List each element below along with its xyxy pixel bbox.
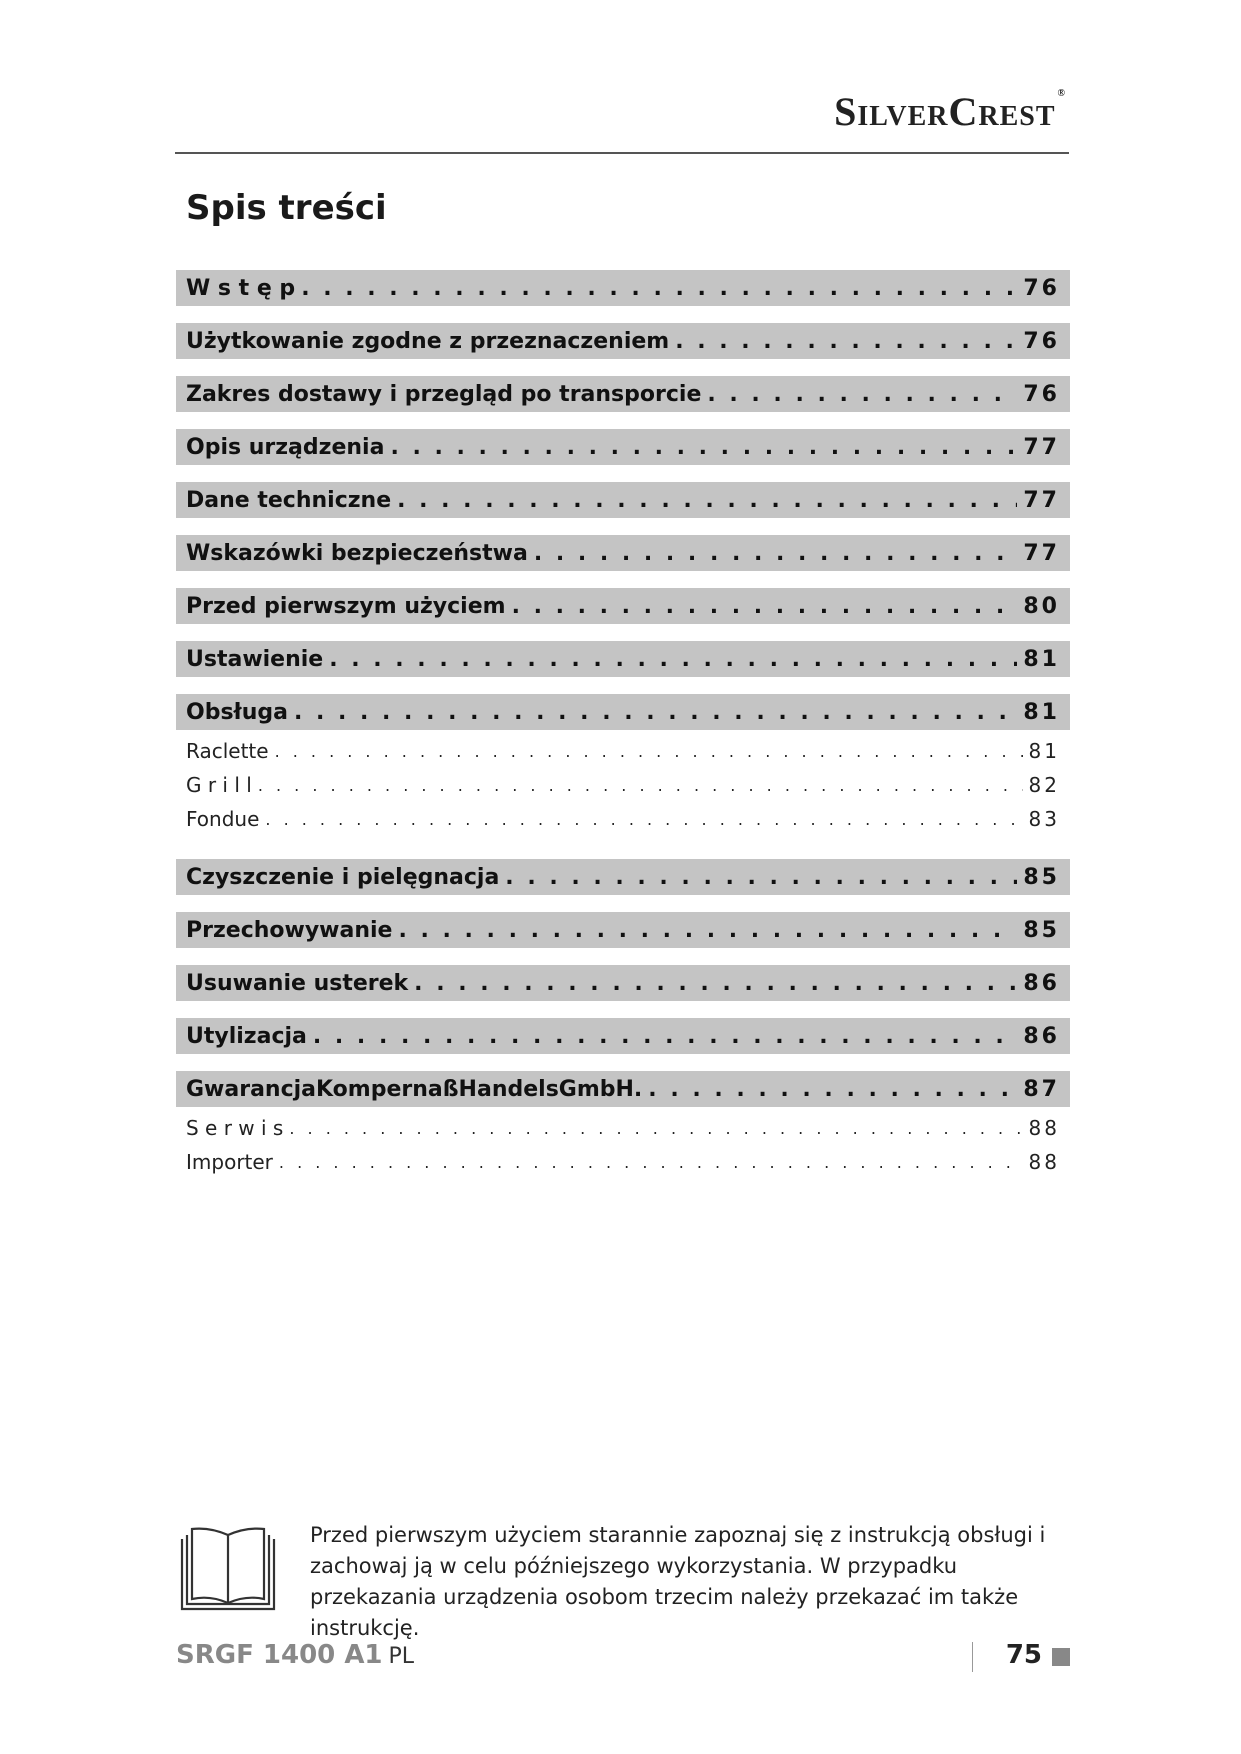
manual-note [178, 1520, 1078, 1644]
toc-section[interactable] [176, 482, 1070, 518]
toc-section-label: Przechowywanie [186, 917, 393, 943]
toc-section[interactable] [176, 429, 1070, 465]
toc-section[interactable] [176, 694, 1070, 730]
toc-leader-dots [301, 276, 1017, 301]
toc-subsection-label: Importer [186, 1150, 273, 1174]
footer-separator [972, 1642, 973, 1672]
toc-subsection-label: G r i l l [186, 773, 252, 797]
toc-leader-dots [505, 865, 1017, 890]
toc-section-label: Czyszczenie i pielęgnacja [186, 864, 500, 890]
toc-section-label: Obsługa [186, 699, 288, 725]
toc-leader-dots [294, 700, 1017, 725]
toc-subsections [176, 730, 1070, 842]
toc-section-label: Usuwanie usterek [186, 970, 409, 996]
note-text: Przed pierwszym użyciem starannie zapoznaj się z instrukcją obsługi i zachowaj ją w celu późniejszego wykorzystania. W przypadku przekazania urządzenia osobom trzecim należy przekazać im także instrukcję. [310, 1523, 1046, 1640]
toc-leader-dots [675, 329, 1017, 354]
toc-section[interactable] [176, 535, 1070, 571]
toc-section-label: Przed pierwszym użyciem [186, 593, 506, 619]
toc-section-page: 81 [1023, 699, 1060, 725]
toc-leader-dots [258, 776, 1023, 795]
toc-section[interactable] [176, 641, 1070, 677]
toc-leader-dots [329, 647, 1017, 672]
toc-section-label: Ustawienie [186, 646, 324, 672]
toc-section-page: 81 [1023, 646, 1060, 672]
toc-subsection[interactable] [176, 802, 1070, 836]
toc-section-label: Utylizacja [186, 1023, 307, 1049]
toc-section-page: 86 [1023, 970, 1060, 996]
toc-subsection[interactable] [176, 734, 1070, 768]
toc-section-page: 77 [1023, 540, 1060, 566]
toc-leader-dots [265, 810, 1022, 829]
toc-subsection-page: 82 [1028, 773, 1060, 797]
toc-section-label: Zakres dostawy i przegląd po transporcie [186, 381, 702, 407]
toc-section[interactable] [176, 588, 1070, 624]
toc-subsection-label: Raclette [186, 739, 269, 763]
toc-section-label: Wskazówki bezpieczeństwa [186, 540, 528, 566]
toc-leader-dots [313, 1024, 1017, 1049]
toc-section-label: W s t ę p [186, 275, 296, 301]
toc-section-page: 87 [1023, 1076, 1060, 1102]
toc-section[interactable] [176, 912, 1070, 948]
toc-section-label: Dane techniczne [186, 487, 392, 513]
toc-section-page: 76 [1023, 381, 1060, 407]
toc-leader-dots [398, 918, 1017, 943]
toc-subsection-page: 88 [1028, 1150, 1060, 1174]
toc-leader-dots [275, 742, 1023, 761]
toc-section-page: 85 [1023, 864, 1060, 890]
page-square-icon [1052, 1648, 1070, 1666]
toc-section-page: 76 [1023, 275, 1060, 301]
toc-section[interactable] [176, 376, 1070, 412]
toc-leader-dots [512, 594, 1018, 619]
toc-leader-dots [414, 971, 1017, 996]
toc-subsections [176, 1107, 1070, 1185]
toc-section[interactable] [176, 323, 1070, 359]
toc-section-label: Opis urządzenia [186, 434, 385, 460]
toc-leader-dots [707, 382, 1017, 407]
toc-leader-dots [397, 488, 1017, 513]
silvercrest-logo: SilverCrest ® [834, 88, 1066, 134]
toc-section[interactable] [176, 1018, 1070, 1054]
toc-leader-dots [279, 1153, 1023, 1172]
model-number: SRGF 1400 A1 PL [176, 1640, 415, 1670]
toc-section[interactable] [176, 965, 1070, 1001]
toc-leader-dots [289, 1119, 1022, 1138]
page-title: Spis treści [186, 188, 387, 228]
toc-section-page: 86 [1023, 1023, 1060, 1049]
toc-section-page: 77 [1023, 487, 1060, 513]
page-footer [176, 1640, 1070, 1676]
toc-leader-dots [390, 435, 1017, 460]
toc-section-page: 76 [1023, 328, 1060, 354]
toc-section-label: Użytkowanie zgodne z przeznaczeniem [186, 328, 670, 354]
open-book-icon [178, 1525, 278, 1615]
toc-section[interactable] [176, 859, 1070, 895]
toc-section-page: 77 [1023, 434, 1060, 460]
toc-section[interactable] [176, 1071, 1070, 1107]
page-number: 75 [1005, 1640, 1042, 1670]
toc-section-page: 80 [1023, 593, 1060, 619]
toc-section-page: 85 [1023, 917, 1060, 943]
toc-subsection-label: S e r w i s [186, 1116, 284, 1140]
toc-subsection-page: 83 [1028, 807, 1060, 831]
toc-section-label: GwarancjaKompernaßHandelsGmbH. [186, 1076, 643, 1102]
toc-subsection[interactable] [176, 1111, 1070, 1145]
language-code: PL [388, 1644, 415, 1669]
toc-leader-dots [648, 1077, 1017, 1102]
toc-subsection[interactable] [176, 1145, 1070, 1179]
table-of-contents [176, 270, 1070, 1185]
toc-subsection-label: Fondue [186, 807, 260, 831]
toc-subsection[interactable] [176, 768, 1070, 802]
toc-section[interactable] [176, 270, 1070, 306]
toc-subsection-page: 88 [1028, 1116, 1060, 1140]
toc-leader-dots [534, 541, 1018, 566]
toc-subsection-page: 81 [1028, 739, 1060, 763]
header-rule [175, 152, 1069, 154]
